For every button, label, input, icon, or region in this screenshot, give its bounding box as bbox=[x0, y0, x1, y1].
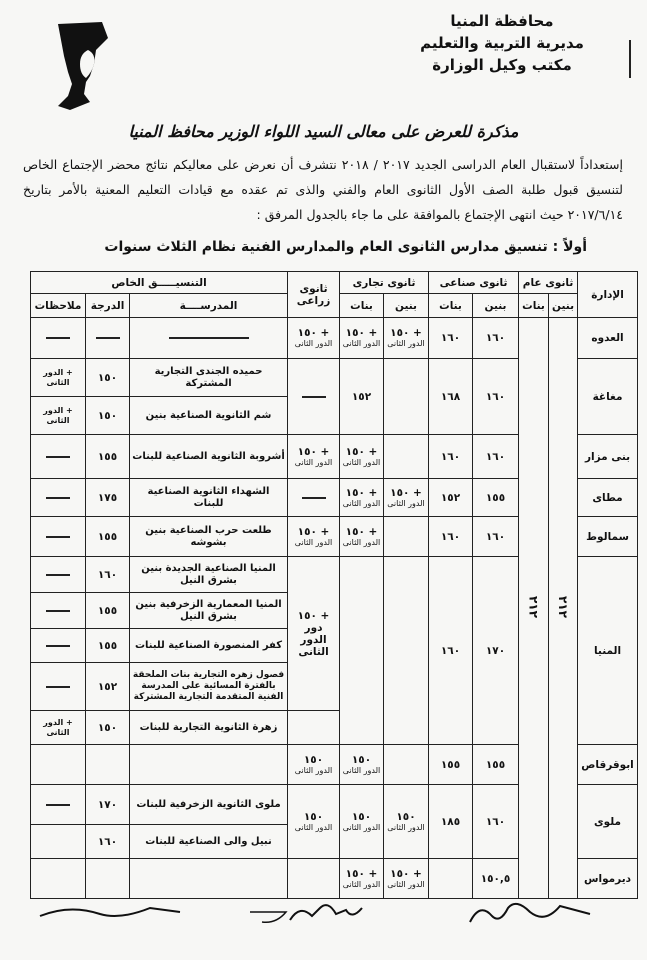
com-boys bbox=[384, 517, 429, 557]
school: كفر المنصورة الصناعية للبنات bbox=[130, 629, 288, 663]
table-row bbox=[31, 318, 638, 359]
school: الشهداء الثانوية الصناعية للبنات bbox=[130, 479, 288, 517]
header-ind-girls: بنات bbox=[429, 294, 473, 318]
com-girls: + ١٥٠ الدور الثانى bbox=[340, 517, 384, 557]
ind-girls: ١٦٠ bbox=[429, 557, 473, 745]
general-boys-value: ٢١٢ bbox=[556, 595, 571, 618]
row-admin: ملوى bbox=[578, 785, 638, 859]
com-girls: ١٥٠ الدور الثانى bbox=[340, 745, 384, 785]
row-admin: المنيا bbox=[578, 557, 638, 745]
header-ind-boys: بنين bbox=[473, 294, 519, 318]
header-general-boys: بنين bbox=[549, 294, 578, 318]
agr: ١٥٠ الدور الثانى bbox=[288, 745, 340, 785]
com-boys: ١٥٠ الدور الثانى bbox=[384, 785, 429, 859]
school: شم الثانوية الصناعية بنين bbox=[130, 397, 288, 435]
row-admin: ابوقرقاص bbox=[578, 745, 638, 785]
school: المنيا الصناعية الجديدة بنين بشرق النيل bbox=[130, 557, 288, 593]
com-girls: + ١٥٠ الدور الثانى bbox=[340, 479, 384, 517]
grade: ١٥٥ bbox=[86, 629, 130, 663]
school: فصول زهره التجارية بنات الملحقة بالفترة المسائية على المدرسة الفنية المتقدمة التجارية المشتركة bbox=[130, 663, 288, 711]
grade-empty bbox=[86, 859, 130, 899]
school: نبيل والى الصناعية للبنات bbox=[130, 825, 288, 859]
row-admin: مغاغة bbox=[578, 359, 638, 435]
ind-girls: ١٦٨ bbox=[429, 359, 473, 435]
header-row-1 bbox=[31, 272, 638, 294]
ind-girls: ١٦٠ bbox=[429, 517, 473, 557]
header-admin: الإدارة bbox=[578, 272, 638, 318]
header-commercial: ثانوى تجارى bbox=[340, 272, 429, 294]
row-admin: بنى مزار bbox=[578, 435, 638, 479]
notes: + الدور الثانى bbox=[31, 711, 86, 745]
office-name: مكتب وكيل الوزارة bbox=[432, 56, 572, 74]
ind-girls: ١٥٥ bbox=[429, 745, 473, 785]
intro-paragraph: إستعداداً لاستقبال العام الدراسى الجديد ٢٠١٧ / ٢٠١٨ نتشرف أن نعرض على معاليكم نتائج محضر الإجتماع الخاص لتنسيق قبول طلبة الصف الأول الثانوى العام والفني والذى تم عقده مع قيادات التعليم المعنية بالأمر بتاريخ ٢٠١٧/٦/١٤ حيث انتهى الإجتماع بالموافقة على ما جاء بالجدول المرفق : bbox=[23, 157, 623, 222]
row-admin: سمالوط bbox=[578, 517, 638, 557]
agr bbox=[288, 859, 340, 899]
header-grade: الدرجة bbox=[86, 294, 130, 318]
notes: + الدور الثانى bbox=[31, 359, 86, 397]
notes-empty bbox=[31, 479, 86, 517]
row-admin: مطاى bbox=[578, 479, 638, 517]
notes-empty bbox=[31, 517, 86, 557]
grade: ١٦٠ bbox=[86, 557, 130, 593]
section-title: أولاً : تنسيق مدارس الثانوى العام والمدارس الفنية نظام الثلاث سنوات bbox=[104, 239, 587, 255]
notes-empty bbox=[31, 663, 86, 711]
ind-girls bbox=[429, 859, 473, 899]
school-empty bbox=[130, 859, 288, 899]
com-girls: ١٥٠ الدور الثانى bbox=[340, 785, 384, 859]
header-special: التنسيـــــق الخاص bbox=[31, 272, 288, 294]
header-notes: ملاحظات bbox=[31, 294, 86, 318]
school: المنيا المعمارية الزخرفية بنين بشرق النيل bbox=[130, 593, 288, 629]
school: ملوى الثانوية الزخرفية للبنات bbox=[130, 785, 288, 825]
com-boys: + ١٥٠ الدور الثانى bbox=[384, 318, 429, 359]
agr: + ١٥٠ الدور الثانى bbox=[288, 435, 340, 479]
header-agricultural: ثانوى زراعى bbox=[288, 272, 340, 318]
coordination-table bbox=[30, 271, 638, 899]
grade: ١٧٠ bbox=[86, 785, 130, 825]
memo-title: مذكرة للعرض على معالى السيد اللواء الوزير محافظ المنيا bbox=[128, 122, 519, 141]
ind-girls: ١٨٥ bbox=[429, 785, 473, 859]
com-girls bbox=[340, 557, 384, 745]
general-boys-cell bbox=[549, 318, 578, 899]
notes-empty bbox=[31, 859, 86, 899]
com-boys bbox=[384, 557, 429, 745]
agr: + ١٥٠ دور الدور الثانى bbox=[288, 557, 340, 711]
ind-boys: ١٥٥ bbox=[473, 479, 519, 517]
ind-boys: ١٦٠ bbox=[473, 785, 519, 859]
com-girls: + ١٥٠ الدور الثانى bbox=[340, 318, 384, 359]
letterhead bbox=[397, 10, 607, 76]
school: حميده الجندى التجارية المشتركة bbox=[130, 359, 288, 397]
governorate-name: محافظة المنيا bbox=[450, 12, 554, 30]
ind-girls: ١٦٠ bbox=[429, 435, 473, 479]
com-boys: + ١٥٠ الدور الثانى bbox=[384, 479, 429, 517]
notes-empty bbox=[31, 435, 86, 479]
ind-girls: ١٥٢ bbox=[429, 479, 473, 517]
com-girls: + ١٥٠ الدور الثانى bbox=[340, 435, 384, 479]
grade: ١٧٥ bbox=[86, 479, 130, 517]
grade: ١٥٥ bbox=[86, 593, 130, 629]
agr-empty bbox=[288, 711, 340, 745]
com-boys bbox=[384, 745, 429, 785]
grade: ١٥٢ bbox=[86, 663, 130, 711]
signatures bbox=[0, 894, 647, 934]
header-com-girls: بنات bbox=[340, 294, 384, 318]
ind-boys: ١٧٠ bbox=[473, 557, 519, 745]
general-girls-value: ٢١٢ bbox=[526, 595, 541, 618]
notes-empty bbox=[31, 629, 86, 663]
notes-empty bbox=[31, 593, 86, 629]
row-admin: العدوه bbox=[578, 318, 638, 359]
notes: + الدور الثانى bbox=[31, 397, 86, 435]
nefertiti-logo bbox=[50, 20, 120, 112]
notes-empty bbox=[31, 745, 86, 785]
general-girls-cell bbox=[519, 318, 549, 899]
agr bbox=[288, 359, 340, 435]
com-boys bbox=[384, 435, 429, 479]
notes-empty bbox=[31, 557, 86, 593]
margin-mark bbox=[629, 40, 631, 78]
grade: ١٥٠ bbox=[86, 359, 130, 397]
grade: ١٦٠ bbox=[86, 825, 130, 859]
com-girls: + ١٥٠ الدور الثانى bbox=[340, 859, 384, 899]
com-girls: ١٥٢ bbox=[340, 359, 384, 435]
notes-empty bbox=[31, 825, 86, 859]
school: زهرة الثانوية التجارية للبنات bbox=[130, 711, 288, 745]
school-empty bbox=[130, 745, 288, 785]
header-industrial: ثانوى صناعى bbox=[429, 272, 519, 294]
school: طلعت حرب الصناعية بنين بشوشه bbox=[130, 517, 288, 557]
agr: + ١٥٠ الدور الثانى bbox=[288, 318, 340, 359]
directorate-name: مديرية التربية والتعليم bbox=[420, 34, 584, 52]
school: أشروبة الثانوية الصناعية للبنات bbox=[130, 435, 288, 479]
ind-girls: ١٦٠ bbox=[429, 318, 473, 359]
ind-boys: ١٥٠,٥ bbox=[473, 859, 519, 899]
ind-boys: ١٦٠ bbox=[473, 318, 519, 359]
grade: ١٥٥ bbox=[86, 517, 130, 557]
notes-empty bbox=[31, 318, 86, 359]
notes-empty bbox=[31, 785, 86, 825]
com-boys: + ١٥٠ الدور الثانى bbox=[384, 859, 429, 899]
agr bbox=[288, 479, 340, 517]
grade-empty bbox=[86, 318, 130, 359]
grade-empty bbox=[86, 745, 130, 785]
grade: ١٥٠ bbox=[86, 711, 130, 745]
header-general: ثانوى عام bbox=[519, 272, 578, 294]
ind-boys: ١٦٠ bbox=[473, 435, 519, 479]
row-admin: ديرمواس bbox=[578, 859, 638, 899]
ind-boys: ١٦٠ bbox=[473, 359, 519, 435]
grade: ١٥٥ bbox=[86, 435, 130, 479]
header-general-girls: بنات bbox=[519, 294, 549, 318]
school-empty bbox=[130, 318, 288, 359]
agr: ١٥٠ الدور الثانى bbox=[288, 785, 340, 859]
ind-boys: ١٥٥ bbox=[473, 745, 519, 785]
grade: ١٥٠ bbox=[86, 397, 130, 435]
header-school: المدرســــة bbox=[130, 294, 288, 318]
com-boys bbox=[384, 359, 429, 435]
ind-boys: ١٦٠ bbox=[473, 517, 519, 557]
agr: + ١٥٠ الدور الثانى bbox=[288, 517, 340, 557]
header-com-boys: بنين bbox=[384, 294, 429, 318]
